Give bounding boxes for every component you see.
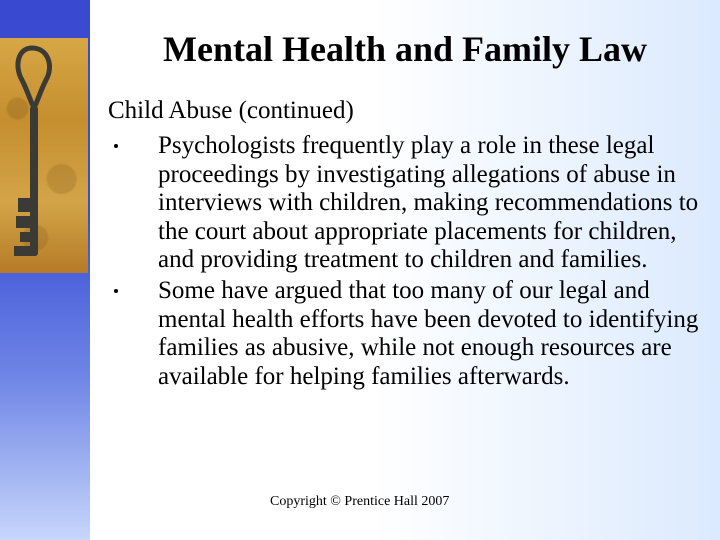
slide-content — [108, 96, 710, 393]
copyright-footer: Copyright © Prentice Hall 2007 — [270, 494, 450, 509]
section-heading: Child Abuse (continued) — [108, 97, 354, 124]
old-iron-key-icon — [0, 38, 88, 273]
slide-title: Mental Health and Family Law — [163, 29, 647, 69]
bullet-item — [108, 132, 710, 275]
bullet-list — [108, 132, 710, 391]
bullet-dot — [114, 289, 118, 293]
bullet-item — [108, 277, 710, 391]
bullet-text: Some have argued that too many of our legal and mental health efforts have been devoted to identifying families as abusive, while not enough resources are available for helping families afterwards. — [158, 276, 699, 390]
bullet-dot — [114, 144, 118, 148]
bullet-text: Psychologists frequently play a role in these legal proceedings by investigating allegations of abuse in interviews with children, making recommendations to the court about appropriate placements for children, and providing treatment to children and families. — [158, 132, 699, 274]
key-photo — [0, 38, 88, 273]
